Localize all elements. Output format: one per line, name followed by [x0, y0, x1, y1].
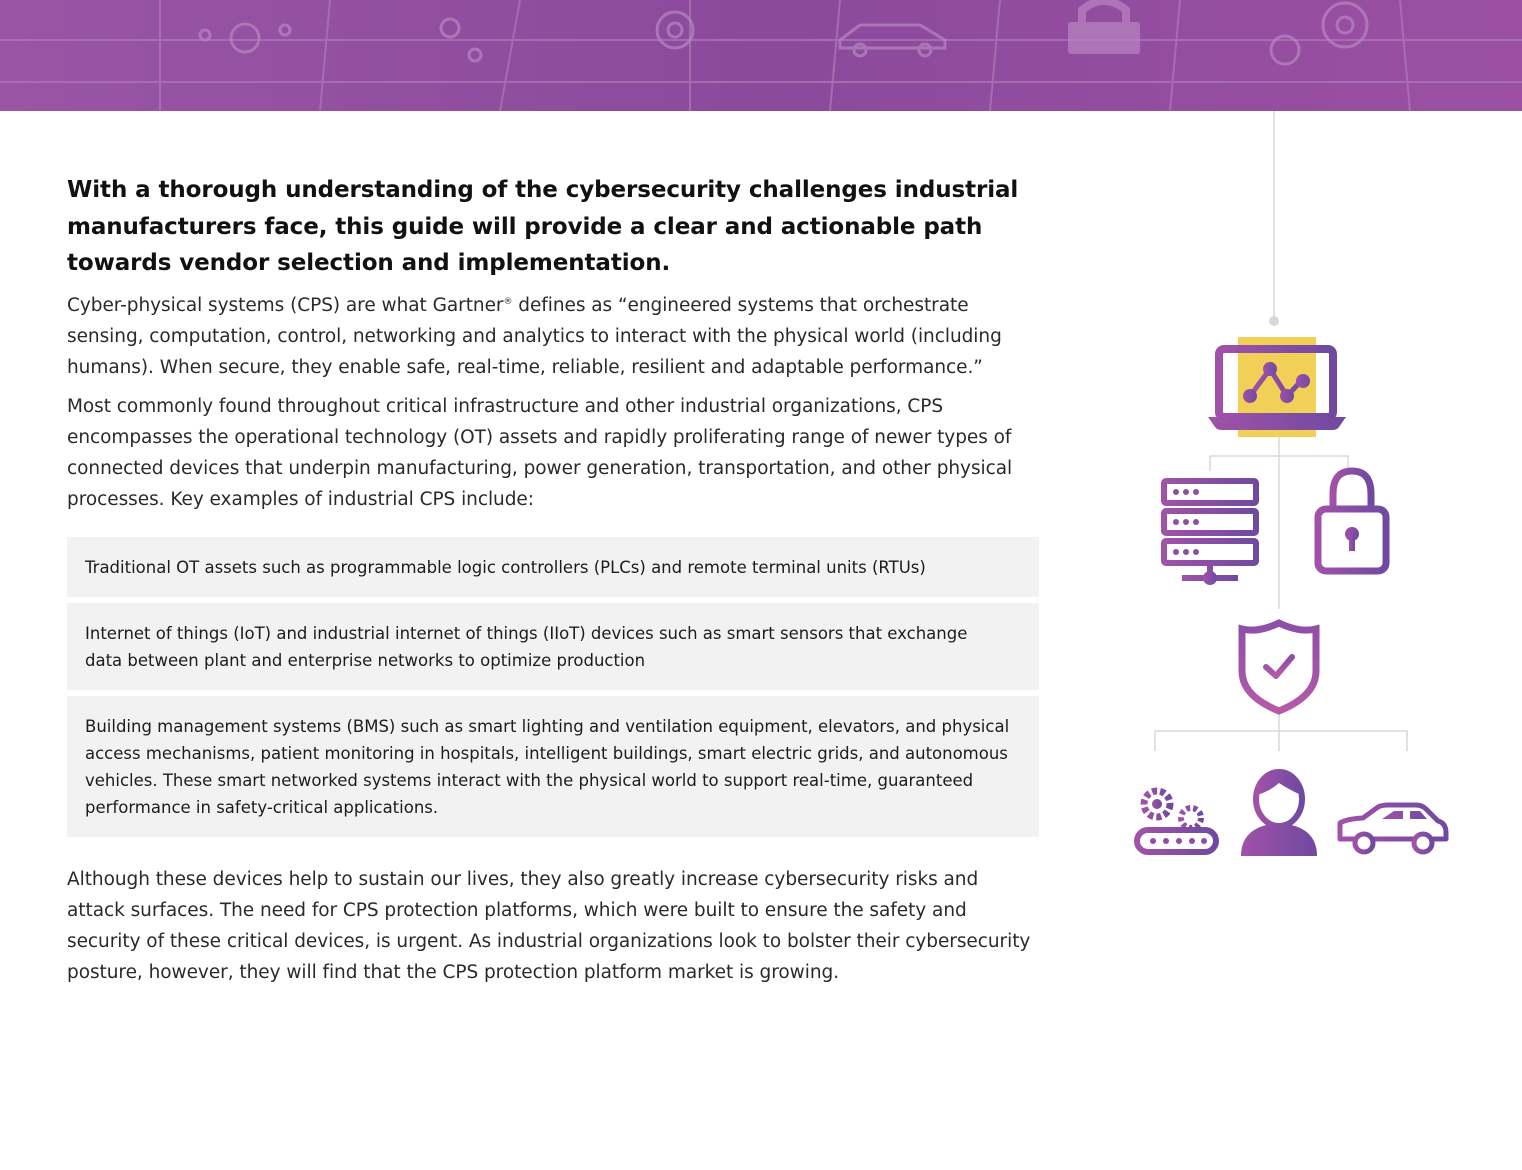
example-text: Internet of things (IoT) and industrial internet of things (IIoT) devices such as smart sensors that exchange data between plant and enterprise networks to optimize production	[85, 623, 968, 670]
page-headline: With a thorough understanding of the cybersecurity challenges industrial manufacturers face, this guide will provide a clear and actionable path towards vendor selection and implementation.	[67, 177, 1019, 276]
main-content	[67, 172, 1039, 988]
conveyor-gears-icon	[1137, 791, 1216, 852]
intro-text-before: Cyber-physical systems (CPS) are what Gartner	[67, 294, 504, 316]
registered-mark: ®	[503, 296, 513, 307]
server-icon	[1164, 481, 1256, 585]
example-box	[67, 696, 1039, 837]
intro-text-after: defines as “engineered systems that orchestrate sensing, computation, control, networking and analytics to interact with the physical world (including humans). When secure, they enable safe, real-time, reliable, resilient and adaptable performance.”	[67, 294, 1002, 378]
shield-check-icon	[1242, 623, 1316, 711]
example-text: Traditional OT assets such as programmable logic controllers (PLCs) and remote terminal units (RTUs)	[85, 557, 926, 577]
connector-dot	[1269, 316, 1279, 326]
example-box	[67, 537, 1039, 597]
header-banner	[0, 0, 1522, 111]
example-box	[67, 603, 1039, 690]
car-icon	[1340, 805, 1446, 852]
laptop-analytics-icon	[1208, 337, 1346, 437]
cps-diagram	[1120, 111, 1470, 891]
intro-paragraph	[67, 290, 1039, 383]
person-icon	[1241, 772, 1317, 856]
banner-pattern	[0, 0, 1522, 111]
closing-paragraph: Although these devices help to sustain our lives, they also greatly increase cybersecurity risks and attack surfaces. The need for CPS protection platforms, which were built to ensure the safety and security of these critical devices, is urgent. As industrial organizations look to bolster their cybersecurity posture, however, they will find that the CPS protection platform market is growing.	[67, 868, 1031, 983]
padlock-icon	[1318, 471, 1386, 571]
cps-paragraph: Most commonly found throughout critical infrastructure and other industrial organizations, CPS encompasses the operational technology (OT) assets and rapidly proliferating range of newer types of connected devices that underpin manufacturing, power generation, transportation, and other physical processes. Key examples of industrial CPS include:	[67, 395, 1013, 510]
example-text: Building management systems (BMS) such as smart lighting and ventilation equipment, elevators, and physical access mechanisms, patient monitoring in hospitals, intelligent buildings, smart electric grids, and autonomous vehicles. These smart networked systems interact with the physical world to support real-time, guaranteed performance in safety-critical applications.	[85, 716, 1010, 817]
examples-list	[67, 537, 1039, 837]
